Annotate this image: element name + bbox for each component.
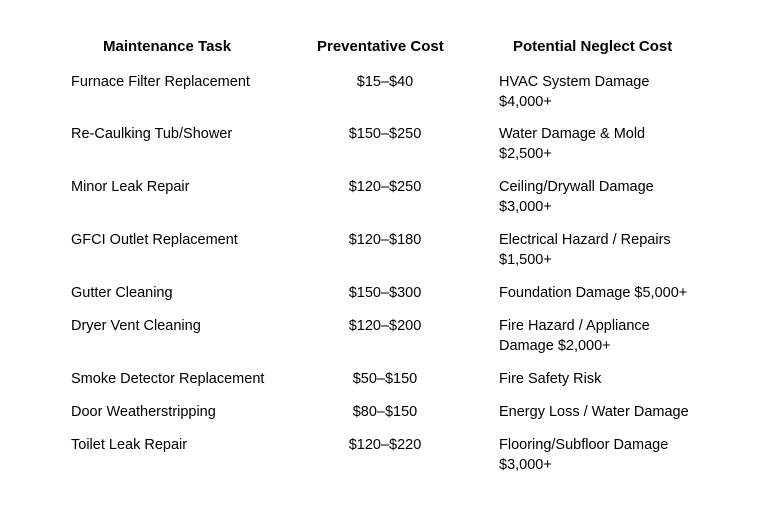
neglect-cost-line: Damage $2,000+ (499, 338, 611, 354)
neglect-cost-line: Flooring/Subfloor Damage (499, 437, 669, 453)
task-cell: Toilet Leak Repair (71, 437, 188, 453)
neglect-cost-cell (499, 72, 649, 112)
task-cell: Furnace Filter Replacement (71, 74, 250, 90)
preventative-cost-cell: $120–$220 (348, 437, 422, 453)
neglect-cost-line: Water Damage & Mold (499, 126, 646, 142)
task-cell: Re-Caulking Tub/Shower (71, 126, 233, 142)
neglect-cost-line: Fire Hazard / Appliance (499, 318, 650, 334)
neglect-cost-cell (499, 124, 645, 164)
neglect-cost-cell (499, 435, 668, 475)
header-neglect-cost: Potential Neglect Cost (513, 38, 673, 55)
neglect-cost-line: $1,500+ (499, 252, 552, 268)
neglect-cost-line: $4,000+ (499, 94, 552, 110)
neglect-cost-line: $3,000+ (499, 457, 552, 473)
preventative-cost-cell: $150–$250 (348, 126, 422, 142)
neglect-cost-line: Energy Loss / Water Damage (499, 404, 689, 420)
header-maintenance-task: Maintenance Task (103, 38, 232, 55)
preventative-cost-cell: $120–$250 (348, 179, 422, 195)
neglect-cost-cell (499, 283, 687, 303)
neglect-cost-line: HVAC System Damage (499, 74, 650, 90)
task-cell: GFCI Outlet Replacement (71, 232, 238, 248)
neglect-cost-line: Fire Safety Risk (499, 371, 602, 387)
preventative-cost-cell: $150–$300 (348, 285, 422, 301)
neglect-cost-cell (499, 402, 689, 422)
preventative-cost-cell: $120–$180 (348, 232, 422, 248)
table-header-row (0, 38, 764, 58)
neglect-cost-line: Electrical Hazard / Repairs (499, 232, 671, 248)
task-cell: Dryer Vent Cleaning (71, 318, 201, 334)
neglect-cost-cell (499, 316, 650, 356)
neglect-cost-line: Foundation Damage $5,000+ (499, 285, 688, 301)
neglect-cost-line: $2,500+ (499, 146, 552, 162)
task-cell: Smoke Detector Replacement (71, 371, 265, 387)
preventative-cost-cell: $120–$200 (348, 318, 422, 334)
preventative-cost-cell: $80–$150 (352, 404, 418, 420)
neglect-cost-line: Ceiling/Drywall Damage (499, 179, 654, 195)
task-cell: Door Weatherstripping (71, 404, 216, 420)
preventative-cost-cell: $15–$40 (356, 74, 414, 90)
task-cell: Gutter Cleaning (71, 285, 173, 301)
preventative-cost-cell: $50–$150 (352, 371, 418, 387)
neglect-cost-cell (499, 230, 671, 270)
header-preventative-cost: Preventative Cost (317, 38, 444, 55)
neglect-cost-line: $3,000+ (499, 199, 552, 215)
neglect-cost-cell (499, 177, 654, 217)
neglect-cost-cell (499, 369, 601, 389)
task-cell: Minor Leak Repair (71, 179, 190, 195)
